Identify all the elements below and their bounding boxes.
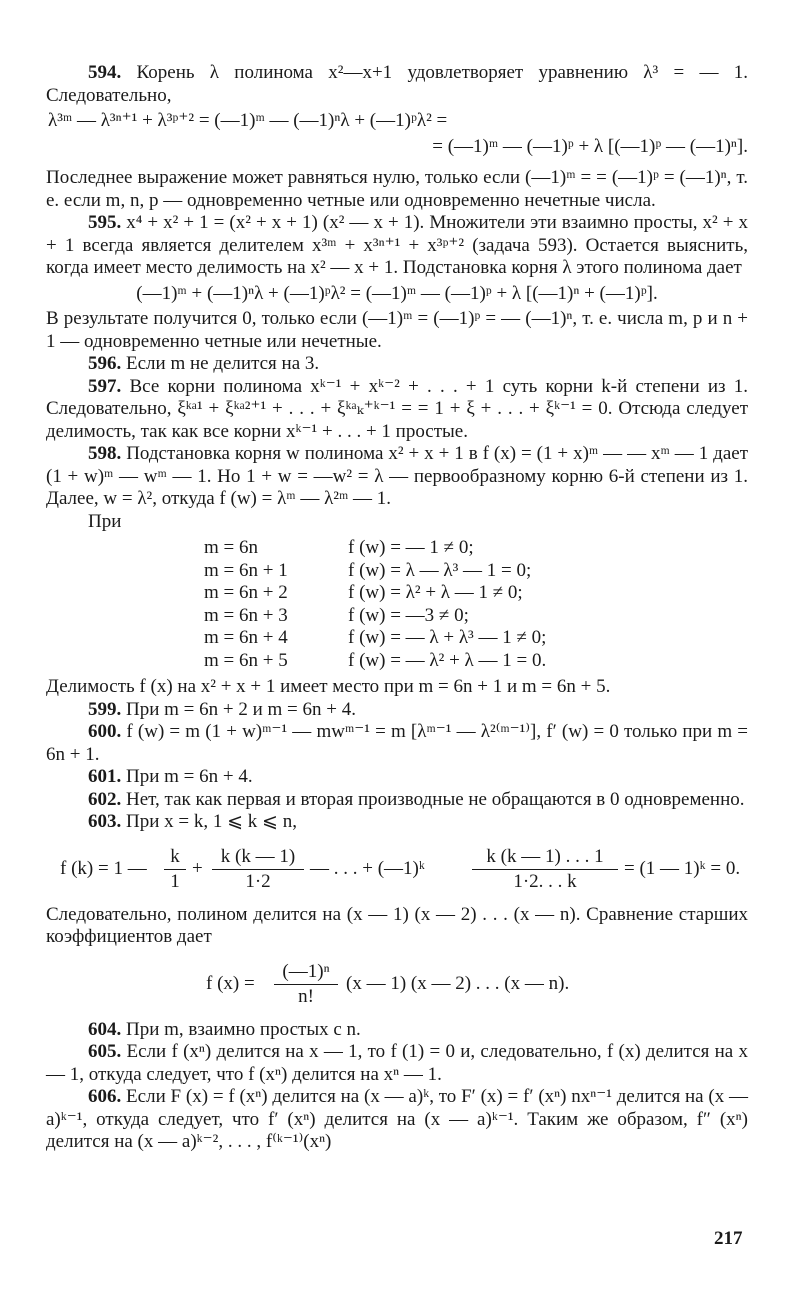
fraction-numerator: k (k — 1) <box>220 845 296 867</box>
problem-text: При x = k, 1 ⩽ k ⩽ n, <box>126 811 297 832</box>
equation: = (—1)ᵐ — (—1)ᵖ + λ [(—1)ᵖ — (—1)ⁿ]. <box>432 135 748 157</box>
fraction-numerator: k <box>170 845 180 867</box>
problem-number: 603. <box>88 811 122 832</box>
problem-text: Если m не делится на 3. <box>126 353 320 374</box>
equation-part: — . . . + (—1)ᵏ <box>310 857 425 879</box>
equation-part: = (1 — 1)ᵏ = 0. <box>624 857 741 879</box>
problem-number: 602. <box>88 788 122 810</box>
problem-number: 597. <box>88 375 122 397</box>
problem-603 <box>46 811 748 834</box>
equation: (—1)ᵐ + (—1)ⁿλ + (—1)ᵖλ² = (—1)ᵐ — (—1)ᵖ + λ [(—1)ⁿ + (—1)ᵖ]. <box>136 282 658 304</box>
cases-intro: При <box>88 510 122 532</box>
problem-594 <box>46 62 748 107</box>
case-row: m = 6n + 4 f (w) = — λ + λ³ — 1 ≠ 0; <box>204 627 547 648</box>
fraction-numerator: (—1)ⁿ <box>282 960 330 982</box>
fraction-bar <box>212 869 304 870</box>
problem-text: f (w) = m (1 + w)ᵐ⁻¹ — mwᵐ⁻¹ = m [λᵐ⁻¹ — λ²⁽ᵐ⁻¹⁾], f′ (w) = 0 только при m = 6n + 1. <box>46 721 748 765</box>
problem-number: 595. <box>88 212 122 233</box>
fraction-denominator: 1·2 <box>245 870 271 892</box>
problem-606 <box>46 1086 748 1154</box>
equation-part: f (x) = <box>206 972 255 994</box>
problem-595 <box>46 212 748 280</box>
fraction-bar <box>164 869 186 870</box>
problem-number: 598. <box>88 443 122 464</box>
problem-text: Если F (x) = f (xⁿ) делится на (x — a)ᵏ, то F′ (x) = f′ (xⁿ) nxⁿ⁻¹ делится на (x — a)ᵏ⁻¹, откуда следует, что f′ (xⁿ) делится на (x — a)ᵏ⁻¹. Таким же образом, f″ (xⁿ) делится на (x — a)ᵏ⁻², . . . , f⁽ᵏ⁻¹⁾(xⁿ) <box>46 1086 749 1152</box>
problem-text: Подстановка корня w полинома x² + x + 1 в f (x) = (1 + x)ᵐ — — xᵐ — 1 дает (1 + w)ᵐ — wᵐ — 1. Но 1 + w = —w² = λ — первообразному корню 6-й степени из 1. Далее, w = λ², откуда f (w) = λᵐ — λ²ᵐ — 1. <box>46 443 748 509</box>
problem-596 <box>46 353 748 376</box>
problem-602 <box>46 789 748 812</box>
equation-part: f (k) = 1 — <box>60 857 147 879</box>
problem-text: x⁴ + x² + 1 = (x² + x + 1) (x² — x + 1). Множители эти взаимно просты, x² + x + 1 всегда является делителем x³ᵐ + x³ⁿ⁺¹ + x³ᵖ⁺² (задача 593). Остается выяснить, когда имеет место делимость на x² — x + 1. Подстановка корня λ этого полинома дает <box>46 212 748 278</box>
page-text <box>46 62 748 1154</box>
problem-text: Последнее выражение может равняться нулю, только если (—1)ᵐ = = (—1)ᵖ = (—1)ⁿ, т. е. если m, n, p — одновременно четные или одновременно нечетные числа. <box>46 167 748 211</box>
problem-text: Нет, так как первая и вторая производные не обращаются в 0 одновременно. <box>126 788 745 810</box>
problem-598 <box>46 443 748 511</box>
problem-text: Если f (xⁿ) делится на x — 1, то f (1) = 0 и, следовательно, f (x) делится на x — 1, откуда следует, что f (xⁿ) делится на xⁿ — 1. <box>46 1041 749 1085</box>
cases-table <box>204 537 546 672</box>
problem-number: 605. <box>88 1041 122 1062</box>
equation-part: + <box>192 857 203 879</box>
fraction-numerator: k (k — 1) . . . 1 <box>486 845 604 867</box>
fraction-bar <box>274 984 338 985</box>
problem-text: При m, взаимно простых с n. <box>126 1018 361 1040</box>
problem-text: Все корни полинома xᵏ⁻¹ + xᵏ⁻² + . . . + 1 суть корни k-й степени из 1. Следовательно, ξᵏᵃ¹ + ξᵏᵃ²⁺¹ + . . . + ξᵏᵃₖ⁺ᵏ⁻¹ = = 1 + ξ + . . . + ξᵏ⁻¹ = 0. Отсюда следует делимость, так как все корни xᵏ⁻¹ + . . . + 1 простые. <box>46 375 749 442</box>
equation-part: (x — 1) (x — 2) . . . (x — n). <box>346 972 570 994</box>
case-row: m = 6n + 5 f (w) = — λ² + λ — 1 = 0. <box>204 649 547 671</box>
fraction-denominator: n! <box>298 985 314 1007</box>
problem-text: Корень λ полинома x²—x+1 удовлетворяет уравнению λ³ = — 1. Следовательно, <box>46 62 749 106</box>
problem-text: Следовательно, полином делится на (x — 1) (x — 2) . . . (x — n). Сравнение старших коэффициентов дает <box>46 903 748 947</box>
equation-603-result <box>46 957 748 1011</box>
problem-text: При m = 6n + 2 и m = 6n + 4. <box>126 698 356 720</box>
problem-text: Делимость f (x) на x² + x + 1 имеет место при m = 6n + 1 и m = 6n + 5. <box>46 676 611 697</box>
problem-number: 596. <box>88 353 122 374</box>
problem-number: 604. <box>88 1018 122 1040</box>
problem-number: 601. <box>88 766 122 787</box>
fraction-denominator: 1 <box>170 870 180 892</box>
fraction-bar <box>472 869 618 870</box>
problem-text: В результате получится 0, только если (—1)ᵐ = (—1)ᵖ = — (—1)ⁿ, т. е. числа m, p и n + 1 — одновременно четные или нечетные. <box>46 308 748 352</box>
problem-605 <box>46 1041 748 1086</box>
problem-number: 599. <box>88 698 122 720</box>
problem-597 <box>46 376 748 444</box>
problem-604 <box>46 1019 748 1042</box>
problem-text: При m = 6n + 4. <box>126 766 253 787</box>
problem-number: 600. <box>88 721 122 742</box>
problem-number: 594. <box>88 62 122 83</box>
fraction-denominator: 1·2. . . k <box>513 870 577 892</box>
case-row: m = 6n + 3 f (w) = —3 ≠ 0; <box>204 604 469 626</box>
equation: λ³ᵐ — λ³ⁿ⁺¹ + λ³ᵖ⁺² = (—1)ᵐ — (—1)ⁿλ + (—1)ᵖλ² = <box>48 110 448 131</box>
equation-603 <box>46 842 748 896</box>
case-row: m = 6n + 1 f (w) = λ — λ³ — 1 = 0; <box>204 559 532 581</box>
case-row: m = 6n f (w) = — 1 ≠ 0; <box>204 537 474 558</box>
problem-600 <box>46 721 748 766</box>
problem-number: 606. <box>88 1086 122 1107</box>
problem-599 <box>46 699 748 722</box>
page-number: 217 <box>714 1228 743 1249</box>
problem-601 <box>46 766 748 789</box>
case-row: m = 6n + 2 f (w) = λ² + λ — 1 ≠ 0; <box>204 582 523 603</box>
